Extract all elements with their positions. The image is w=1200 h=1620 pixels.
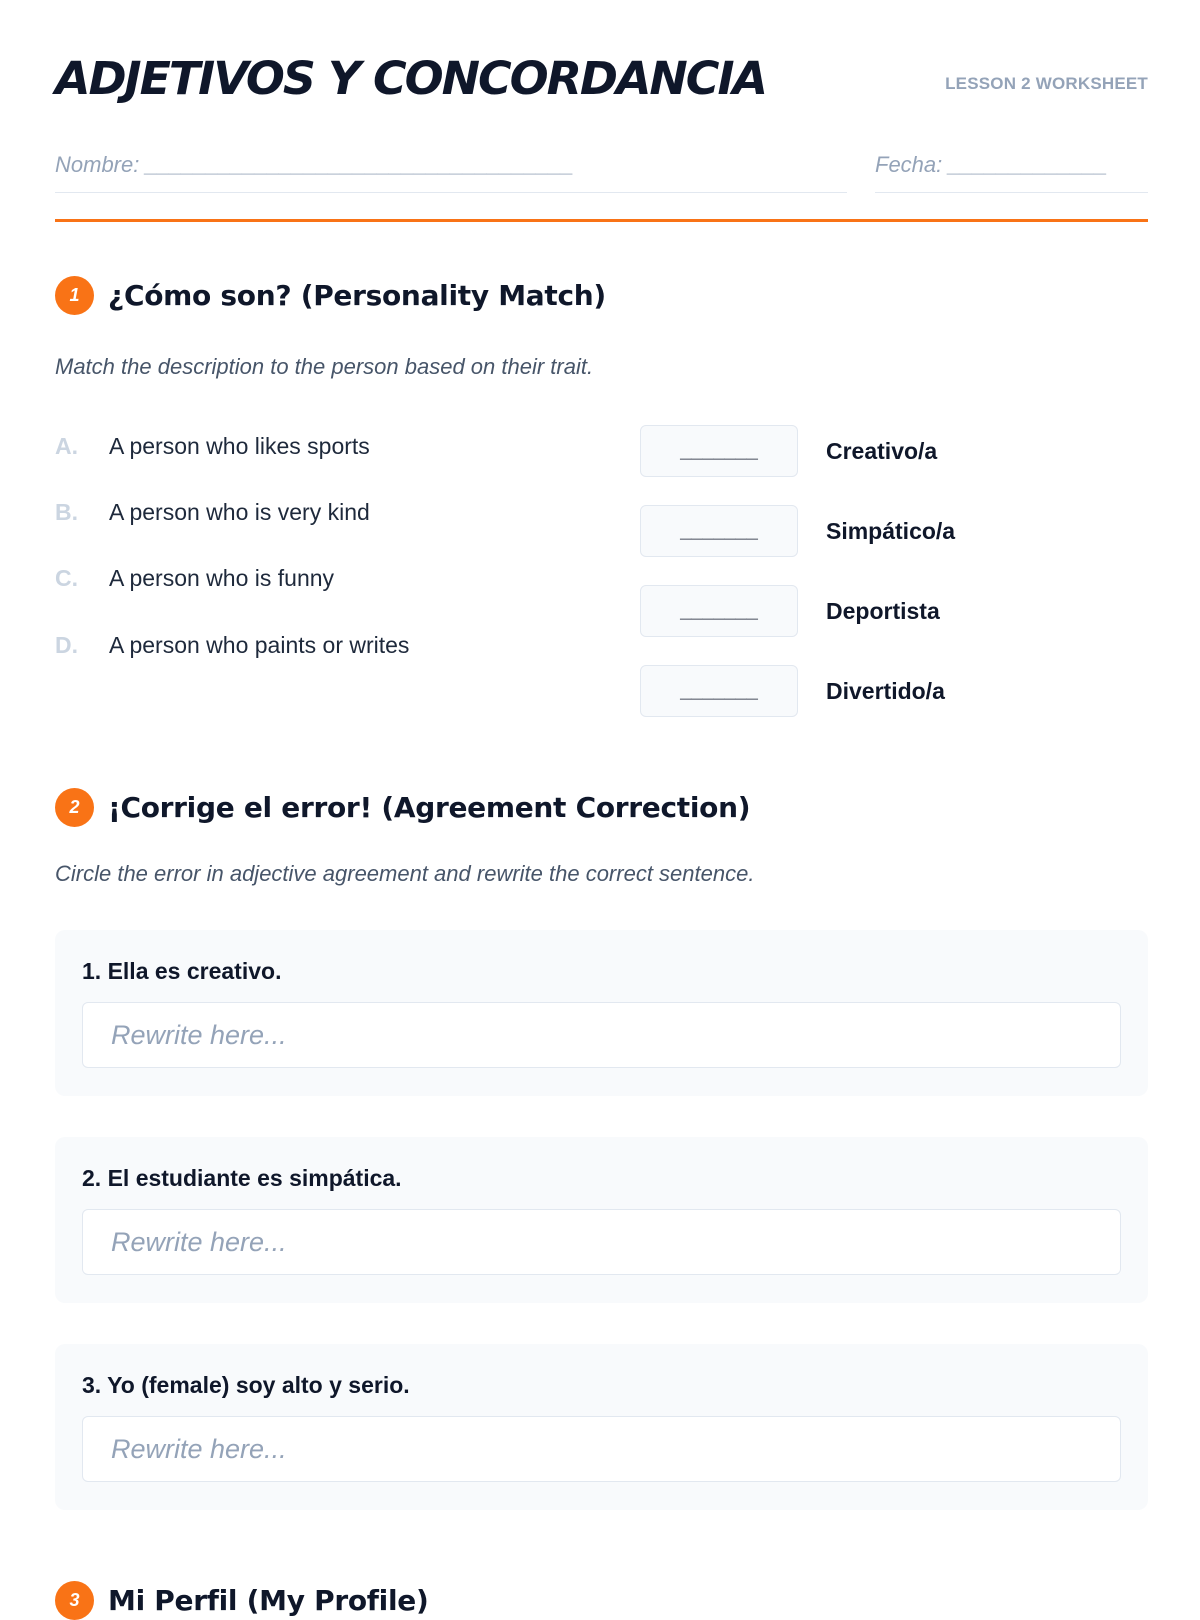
section3-title: Mi Perfil (My Profile) xyxy=(108,1584,429,1617)
section1-title: ¿Cómo son? (Personality Match) xyxy=(108,279,606,312)
section3-number-badge: 3 xyxy=(55,1581,94,1620)
rewrite-input[interactable] xyxy=(82,1002,1121,1068)
description-text: A person who paints or writes xyxy=(109,631,410,658)
error-sentence: 3. Yo (female) soy alto y serio. xyxy=(82,1372,410,1398)
name-label: Nombre: ___________________________________ xyxy=(55,152,574,177)
adjective-label: Divertido/a xyxy=(826,677,945,704)
adjective-label: Simpático/a xyxy=(826,517,956,544)
section1-header xyxy=(55,276,606,315)
date-label: Fecha: _____________ xyxy=(875,152,1108,177)
answer-blank[interactable]: _______ xyxy=(640,425,798,477)
worksheet-title: ADJETIVOS Y CONCORDANCIA xyxy=(55,52,766,105)
correction-card xyxy=(55,930,1148,1096)
header-divider xyxy=(55,219,1148,222)
description-letter: D. xyxy=(55,631,78,658)
name-field[interactable] xyxy=(55,152,847,193)
description-letter: B. xyxy=(55,498,78,525)
section1-instruction: Match the description to the person based on their trait. xyxy=(55,354,594,379)
rewrite-input[interactable] xyxy=(82,1416,1121,1482)
match-row xyxy=(640,424,937,478)
description-item xyxy=(55,630,409,660)
description-letter: A. xyxy=(55,432,78,459)
correction-card xyxy=(55,1137,1148,1303)
error-sentence: 1. Ella es creativo. xyxy=(82,958,282,984)
section2-title: ¡Corrige el error! (Agreement Correction) xyxy=(108,791,751,824)
description-item xyxy=(55,497,370,527)
description-text: A person who is funny xyxy=(109,564,335,591)
match-row xyxy=(640,664,945,718)
match-row xyxy=(640,584,940,638)
date-field[interactable] xyxy=(875,152,1148,193)
error-sentence: 2. El estudiante es simpática. xyxy=(82,1165,402,1191)
answer-blank[interactable]: _______ xyxy=(640,505,798,557)
correction-card xyxy=(55,1344,1148,1510)
description-item xyxy=(55,431,370,461)
section2-instruction: Circle the error in adjective agreement and rewrite the correct sentence. xyxy=(55,861,755,886)
answer-blank[interactable]: _______ xyxy=(640,665,798,717)
section2-number-badge: 2 xyxy=(55,788,94,827)
adjective-label: Deportista xyxy=(826,597,940,624)
answer-blank[interactable]: _______ xyxy=(640,585,798,637)
rewrite-input[interactable] xyxy=(82,1209,1121,1275)
description-letter: C. xyxy=(55,564,78,591)
section2-header xyxy=(55,788,750,827)
section1-number-badge: 1 xyxy=(55,276,94,315)
description-text: A person who likes sports xyxy=(109,432,370,459)
adjective-label: Creativo/a xyxy=(826,437,938,464)
match-row xyxy=(640,504,955,558)
lesson-label: LESSON 2 WORKSHEET xyxy=(945,74,1148,93)
section3-header xyxy=(55,1581,428,1620)
description-text: A person who is very kind xyxy=(109,498,370,525)
description-item xyxy=(55,563,334,593)
